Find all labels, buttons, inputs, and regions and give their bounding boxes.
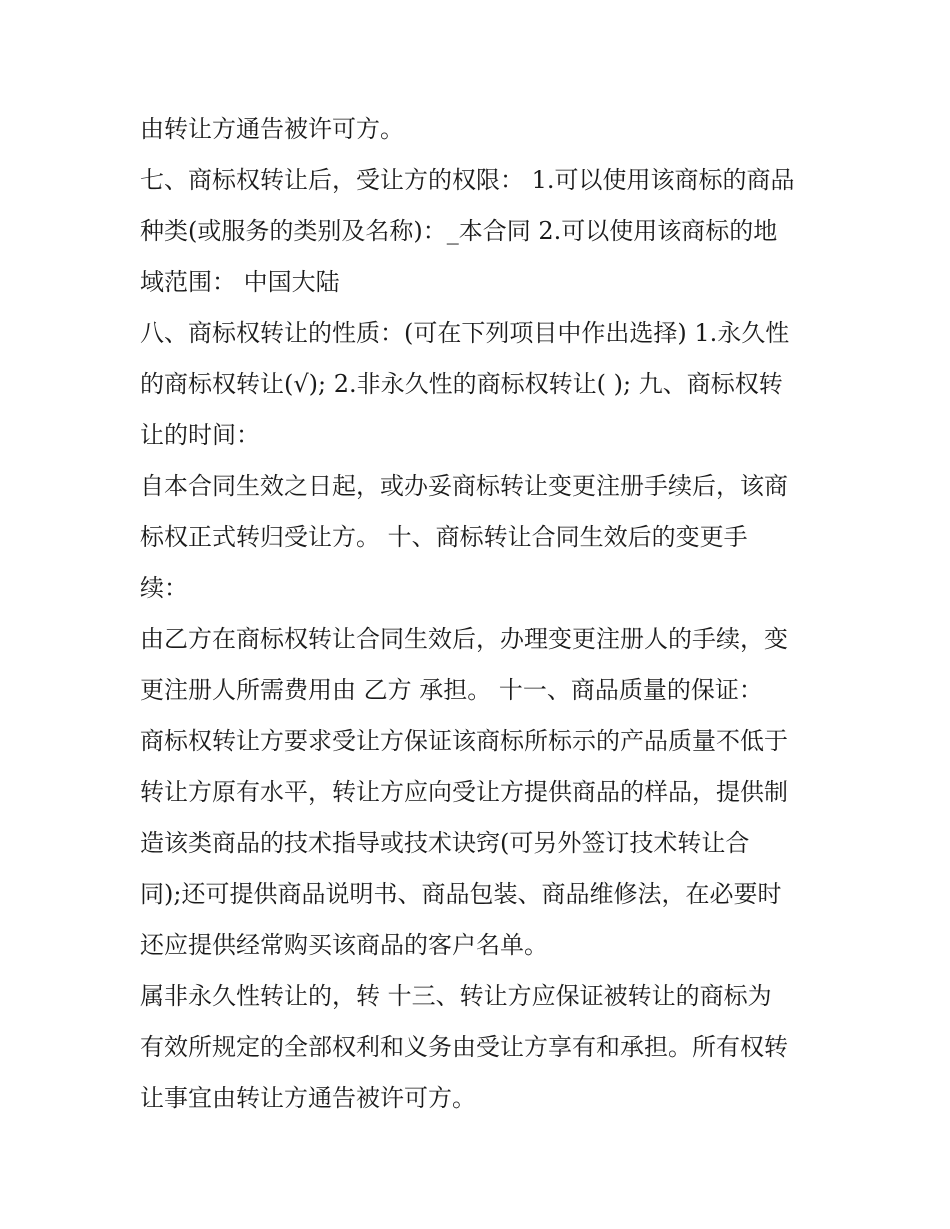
text-line: 造该类商品的技术指导或技术诀窍(可另外签订技术转让合 bbox=[140, 829, 750, 857]
text-line: 转让方原有水平，转让方应向受让方提供商品的样品，提供制 bbox=[140, 778, 788, 806]
text-line: 自本合同生效之日起，或办妥商标转让变更注册手续后，该商 bbox=[140, 472, 788, 500]
text-line: 同);还可提供商品说明书、商品包装、商品维修法，在必要时 bbox=[140, 880, 782, 908]
text-line: 由转让方通告被许可方。 bbox=[140, 115, 404, 143]
text-line: 由乙方在商标权转让合同生效后，办理变更注册人的手续，变 bbox=[140, 625, 788, 653]
text-line: 让的时间： bbox=[140, 421, 260, 449]
text-line: 商标权转让方要求受让方保证该商标所标示的产品质量不低于 bbox=[140, 727, 788, 755]
text-line: 续： bbox=[140, 574, 188, 602]
text-line: 标权正式转归受让方。 十、商标转让合同生效后的变更手 bbox=[140, 523, 748, 551]
text-line: 属非永久性转让的，转 十三、转让方应保证被转让的商标为 bbox=[140, 982, 772, 1010]
text-line: 种类(或服务的类别及名称)：_本合同 2.可以使用该商标的地 bbox=[140, 217, 778, 245]
text-line: 还应提供经常购买该商品的客户名单。 bbox=[140, 931, 548, 959]
text-line: 的商标权转让(√); 2.非永久性的商标权转让( ); 九、商标权转 bbox=[140, 370, 783, 398]
text-line: 域范围： 中国大陆 bbox=[140, 268, 340, 296]
text-line: 八、商标权转让的性质：(可在下列项目中作出选择) 1.永久性 bbox=[140, 319, 790, 347]
text-line: 更注册人所需费用由 乙方 承担。 十一、商品质量的保证： bbox=[140, 676, 763, 704]
document-body bbox=[140, 104, 820, 1124]
text-line: 七、商标权转让后，受让方的权限： 1.可以使用该商标的商品 bbox=[140, 166, 795, 194]
text-line: 有效所规定的全部权利和义务由受让方享有和承担。所有权转 bbox=[140, 1033, 788, 1061]
text-line: 让事宜由转让方通告被许可方。 bbox=[140, 1084, 476, 1112]
